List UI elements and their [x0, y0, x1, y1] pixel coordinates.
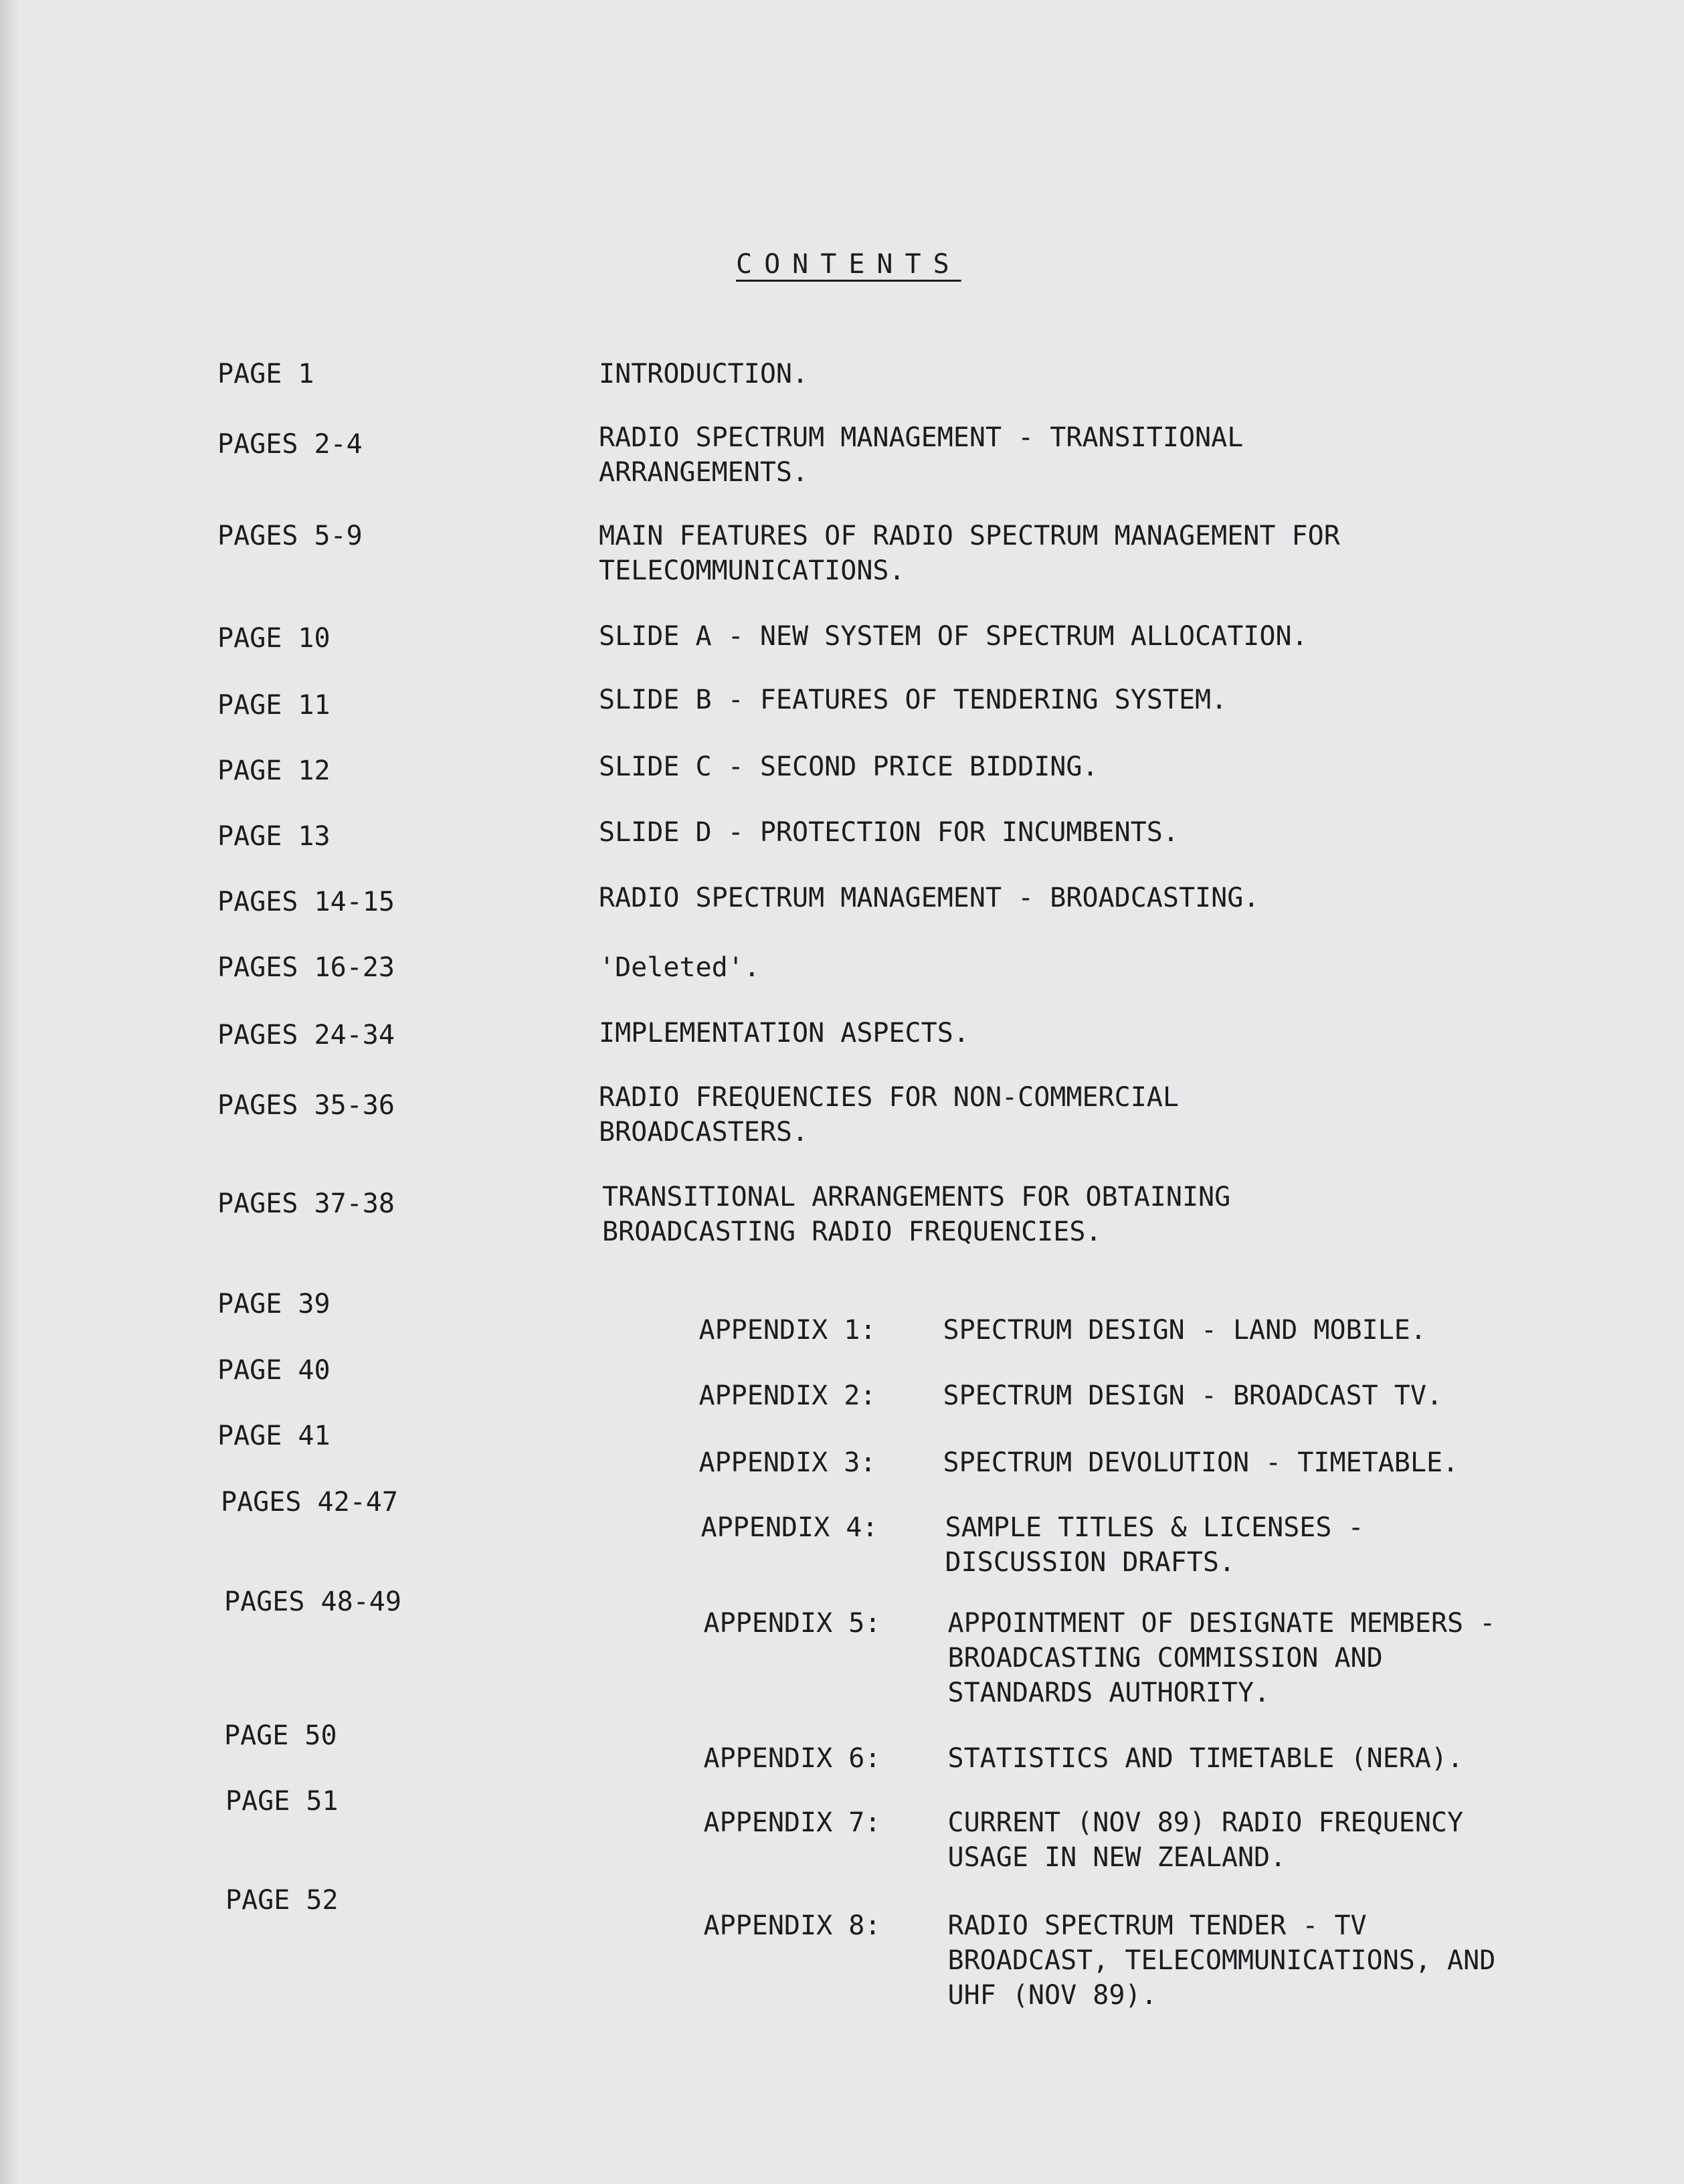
entry-pages: PAGES 5-9 [217, 521, 363, 551]
entry-pages: PAGES 24-34 [217, 1020, 395, 1051]
entry-description: SPECTRUM DEVOLUTION - TIMETABLE. [943, 1447, 1459, 1478]
entry-pages: PAGE 12 [217, 755, 331, 786]
entry-pages: PAGE 40 [217, 1355, 331, 1386]
entry-pages: PAGE 10 [217, 623, 331, 654]
contents-entry [217, 1874, 1556, 2011]
entry-description: SLIDE D - PROTECTION FOR INCUMBENTS. [599, 817, 1179, 848]
entry-pages: PAGES 2-4 [217, 429, 363, 460]
contents-entry [217, 1770, 1556, 1873]
entry-description: SPECTRUM DESIGN - BROADCAST TV. [943, 1380, 1443, 1411]
contents-entry [217, 881, 1556, 961]
entry-description: SLIDE B - FEATURES OF TENDERING SYSTEM. [599, 685, 1228, 715]
entry-pages: PAGE 52 [225, 1885, 339, 1916]
entry-description: STATISTICS AND TIMETABLE (NERA). [947, 1743, 1464, 1774]
entry-description: INTRODUCTION. [599, 359, 809, 389]
entry-description: RADIO SPECTRUM MANAGEMENT - TRANSITIONAL ARRANGEMENTS. [599, 422, 1244, 488]
entry-description: SLIDE A - NEW SYSTEM OF SPECTRUM ALLOCATION. [599, 621, 1308, 652]
entry-pages: PAGE 39 [217, 1289, 331, 1320]
entry-description: MAIN FEATURES OF RADIO SPECTRUM MANAGEMENT FOR TELECOMMUNICATIONS. [599, 521, 1340, 586]
entry-appendix: APPENDIX 3: [698, 1447, 876, 1478]
entry-pages: PAGE 51 [225, 1786, 339, 1817]
contents-heading: CONTENTS [736, 249, 961, 280]
entry-description: CURRENT (NOV 89) RADIO FREQUENCY USAGE IN NEW ZEALAND. [947, 1807, 1464, 1873]
entry-description: APPOINTMENT OF DESIGNATE MEMBERS - BROADCASTING COMMISSION AND STANDARDS AUTHORITY. [947, 1608, 1496, 1708]
entry-description: SAMPLE TITLES & LICENSES - DISCUSSION DRAFTS. [945, 1512, 1364, 1578]
entry-appendix: APPENDIX 2: [698, 1380, 876, 1411]
contents-entry [217, 519, 1556, 599]
entry-pages: PAGE 50 [224, 1720, 337, 1751]
entry-appendix: APPENDIX 4: [700, 1512, 878, 1543]
entry-pages: PAGE 1 [217, 359, 314, 389]
entry-description: TRANSITIONAL ARRANGEMENTS FOR OBTAINING BROADCASTING RADIO FREQUENCIES. [602, 1182, 1231, 1247]
entry-description: SLIDE C - SECOND PRICE BIDDING. [599, 751, 1099, 782]
entry-appendix: APPENDIX 5: [703, 1608, 881, 1639]
entry-pages: PAGES 16-23 [217, 952, 395, 983]
entry-description: 'Deleted'. [599, 952, 760, 983]
entry-pages: PAGE 11 [217, 690, 331, 721]
entry-pages: PAGE 13 [217, 821, 331, 852]
entry-pages: PAGES 37-38 [217, 1188, 395, 1219]
entry-pages: PAGES 14-15 [217, 887, 395, 917]
entry-pages: PAGES 35-36 [217, 1090, 395, 1121]
contents-entry [217, 420, 1556, 500]
entry-appendix: APPENDIX 8: [703, 1910, 881, 1941]
page-binding-edge [0, 0, 20, 2184]
entry-pages: PAGES 42-47 [221, 1487, 398, 1518]
entry-appendix: APPENDIX 1: [698, 1315, 876, 1346]
entry-description: IMPLEMENTATION ASPECTS. [599, 1018, 969, 1049]
contents-entry [217, 1180, 1556, 1260]
entry-pages: PAGES 48-49 [224, 1586, 401, 1617]
entry-appendix: APPENDIX 6: [703, 1743, 881, 1774]
entry-description-row [607, 1874, 1684, 2047]
entry-description: RADIO SPECTRUM MANAGEMENT - BROADCASTING. [599, 883, 1260, 913]
contents-entry [217, 1080, 1556, 1160]
entry-description: SPECTRUM DESIGN - LAND MOBILE. [943, 1315, 1426, 1346]
entry-appendix: APPENDIX 7: [703, 1807, 881, 1838]
contents-entry [217, 1475, 1556, 1578]
contents-entry [217, 1571, 1556, 1708]
entry-pages: PAGE 41 [217, 1421, 331, 1451]
entry-description: RADIO FREQUENCIES FOR NON-COMMERCIAL BROADCASTERS. [599, 1082, 1179, 1148]
entry-description: RADIO SPECTRUM TENDER - TV BROADCAST, TELECOMMUNICATIONS, AND UHF (NOV 89). [947, 1910, 1496, 2011]
